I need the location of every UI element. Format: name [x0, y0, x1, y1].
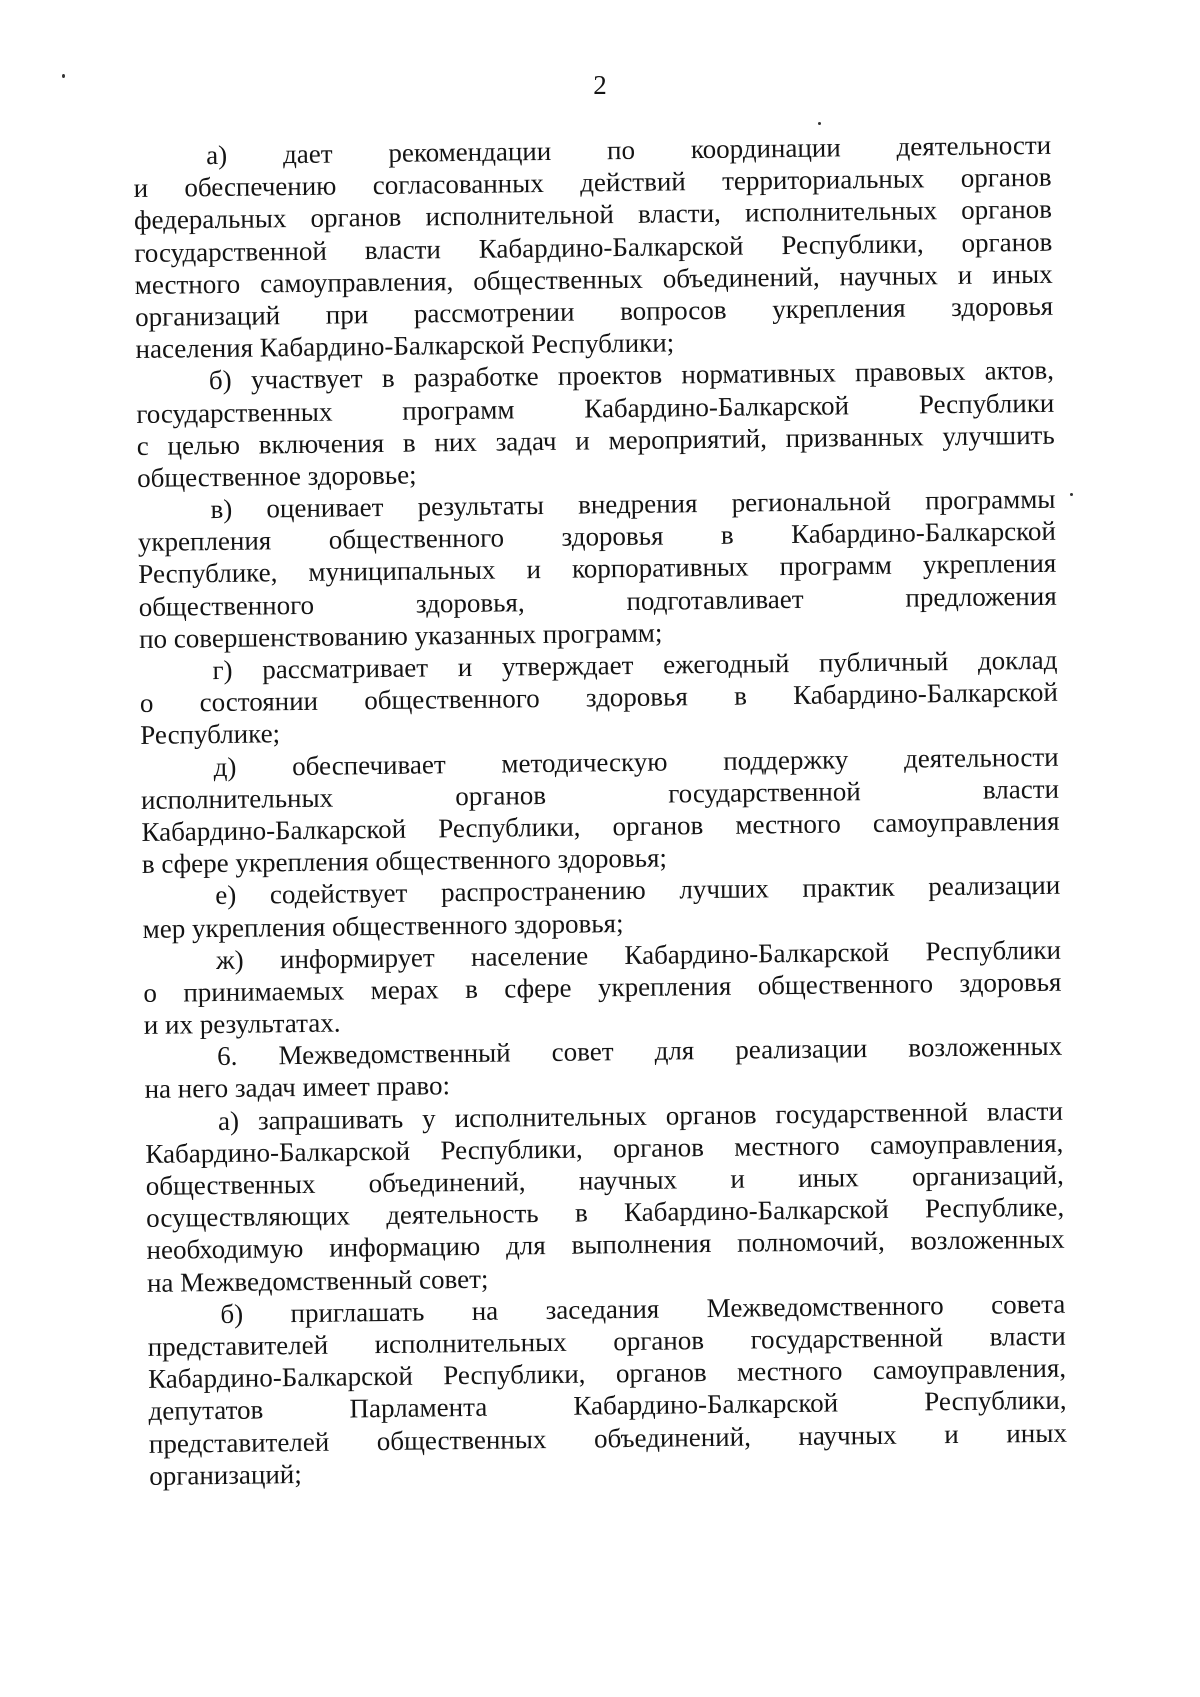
text-line: населения Кабардино-Балкарской Республики;	[135, 327, 675, 365]
document-body	[133, 129, 1067, 1492]
text-line: Республике, муниципальных и корпоративных программ укрепления	[138, 548, 1057, 590]
text-line: общественных объединений, научных и иных организаций,	[145, 1159, 1064, 1201]
text-line: представителей исполнительных органов государственной власти	[147, 1320, 1066, 1362]
text-line: и обеспечению согласованных действий территориальных органов	[133, 161, 1052, 204]
text-line: государственной власти Кабардино-Балкарской Республики, органов	[134, 226, 1053, 268]
text-line: б) приглашать на заседания Межведомственного совета	[220, 1288, 1066, 1329]
text-line: 6. Межведомственный совет для реализации возложенных	[217, 1030, 1063, 1072]
scan-speck	[1070, 493, 1073, 496]
text-line: на него задач имеет право:	[144, 1070, 451, 1105]
text-line: исполнительных органов государственной власти	[140, 773, 1060, 815]
text-line: в сфере укрепления общественного здоровья;	[141, 842, 668, 880]
text-line: необходимую информацию для выполнения полномочий, возложенных	[146, 1224, 1065, 1266]
text-line: общественное здоровье;	[136, 459, 417, 493]
page-number: 2	[593, 70, 607, 100]
text-line: и их результатах.	[143, 1007, 341, 1040]
text-line: е) содействует распространению лучших практик реализации	[215, 870, 1061, 911]
text-line: б) участвует в разработке проектов нормативных правовых актов,	[208, 355, 1055, 396]
text-line: о принимаемых мерах в сфере укрепления общественного здоровья	[143, 966, 1062, 1008]
text-line: а) запрашивать у исполнительных органов государственной власти	[217, 1095, 1064, 1136]
text-line: Республике;	[140, 718, 281, 751]
text-line: а) дает рекомендации по координации деятельности	[206, 129, 1052, 171]
text-line: общественного здоровья, подготавливает предложения	[138, 580, 1057, 622]
text-line: представителей общественных объединений, научных и иных	[148, 1417, 1068, 1459]
text-line: в) оценивает результаты внедрения региональной программы	[210, 483, 1056, 525]
text-line: с целью включения в них задач и мероприятий, призванных улучшить	[136, 419, 1055, 461]
text-line: Кабардино-Балкарской Республики, органов местного самоуправления	[141, 805, 1060, 847]
text-line: ж) информирует население Кабардино-Балкарской Республики	[215, 934, 1062, 975]
text-line: укрепления общественного здоровья в Кабардино-Балкарской	[137, 516, 1057, 558]
scan-speck	[818, 122, 821, 125]
text-line: федеральных органов исполнительной власти, исполнительных органов	[133, 194, 1053, 236]
text-line: Кабардино-Балкарской Республики, органов местного самоуправления,	[147, 1352, 1067, 1395]
text-line: д) обеспечивает методическую поддержку деятельности	[213, 741, 1059, 782]
text-line: организаций при рассмотрении вопросов укрепления здоровья	[134, 290, 1054, 332]
text-line: государственных программ Кабардино-Балкарской Республики	[136, 387, 1055, 429]
text-line: по совершенствованию указанных программ;	[138, 617, 663, 654]
text-line: местного самоуправления, общественных объединений, научных и иных	[134, 258, 1053, 300]
text-line: на Межведомственный совет;	[146, 1263, 489, 1298]
text-line: г) рассматривает и утверждает ежегодный публичный доклад	[212, 644, 1058, 686]
text-line: о состоянии общественного здоровья в Кабардино-Балкарской	[139, 676, 1058, 719]
text-line: мер укрепления общественного здоровья;	[142, 907, 624, 944]
text-line: осуществляющих деятельность в Кабардино-Балкарской Республике,	[145, 1191, 1065, 1234]
text-line: депутатов Парламента Кабардино-Балкарской Республики,	[148, 1385, 1067, 1427]
text-line: организаций;	[149, 1458, 302, 1491]
text-line: Кабардино-Балкарской Республики, органов местного самоуправления,	[145, 1127, 1064, 1169]
